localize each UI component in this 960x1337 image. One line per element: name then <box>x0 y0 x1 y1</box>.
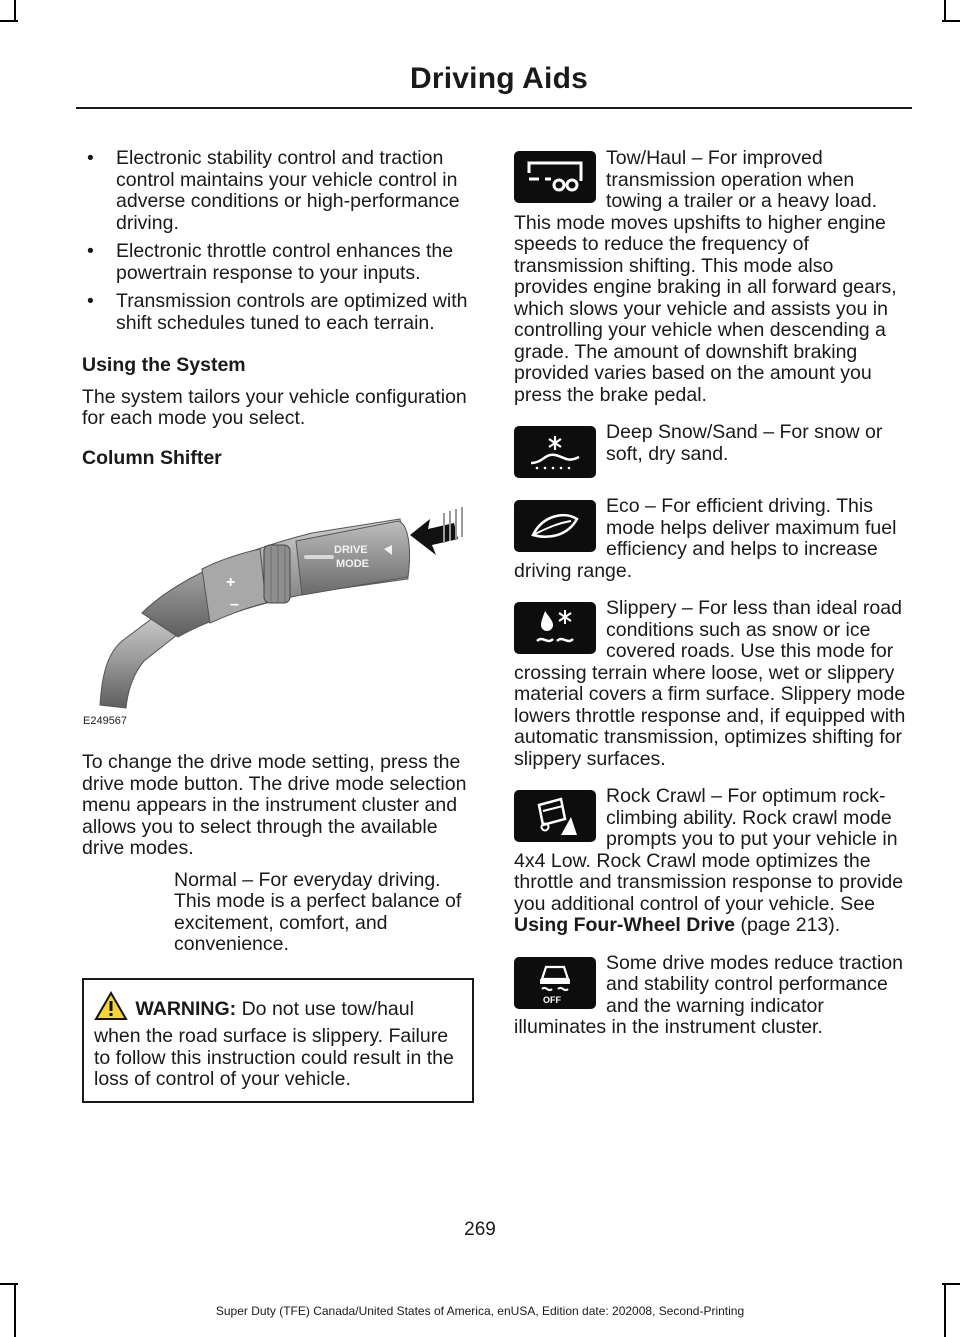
warning-box <box>82 978 474 1103</box>
warning-text: Do not use tow/haul when the road surface is slippery. Failure to follow this instruction could result in the loss of control of your vehicle. <box>94 997 454 1090</box>
crop-mark <box>944 0 946 22</box>
bullet-dot: • <box>87 290 94 312</box>
plus-label: + <box>226 574 236 591</box>
change-mode-text: To change the drive mode setting, press the drive mode button. The drive mode selection menu appears in the instrument cluster and allows you to select through the available drive modes. <box>82 751 467 859</box>
rock-crawl-page-ref: (page 213). <box>735 914 841 936</box>
off-label: OFF <box>543 994 561 1005</box>
tow-haul-text: Tow/Haul – For improved transmission operation when towing a trailer or a heavy load. This mode moves upshifts to higher engine speeds to reduce the frequency of transmission shifting. This mode also provides engine braking in all forward gears, which slows your vehicle and assists you in controlling your vehicle when descending a grade. The amount of downshift braking provided varies based on the amount you press the brake pedal. <box>514 148 897 406</box>
list-item-text: Transmission controls are optimized with shift schedules tuned to each terrain. <box>116 290 468 334</box>
deep-snow-sand-icon <box>514 426 596 478</box>
traction-off-text: Some drive modes reduce traction and stability control performance and the warning indicator illuminates in the instrument cluster. <box>514 952 903 1038</box>
page-number: 269 <box>464 1219 496 1240</box>
list-item-text: Electronic throttle control enhances the powertrain response to your inputs. <box>116 240 454 284</box>
bullet-dot: • <box>87 240 94 262</box>
drive-mode-label-line2: MODE <box>336 558 369 570</box>
list-item <box>82 241 474 284</box>
list-item-text: Electronic stability control and traction control maintains your vehicle control in adverse conditions or high-performance driving. <box>116 147 460 234</box>
crop-mark <box>14 0 16 22</box>
four-wheel-drive-link[interactable]: Using Four-Wheel Drive <box>514 914 736 936</box>
page-title: Driving Aids <box>410 62 588 95</box>
mode-slippery <box>514 598 908 770</box>
header-rule <box>76 107 912 109</box>
footer: Super Duty (TFE) Canada/United States of America, enUSA, Edition date: 202008, Second-Printing <box>215 1304 745 1318</box>
normal-mode-text: Normal – For everyday driving. This mode is a perfect balance of excitement, comfort, and convenience. <box>174 869 462 955</box>
left-column <box>82 148 474 1103</box>
column-shifter-figure <box>82 483 474 738</box>
crop-mark <box>942 20 960 22</box>
warning-label: WARNING: <box>135 997 237 1020</box>
mode-tow-haul <box>514 148 908 406</box>
section-heading-using-system: Using the System <box>82 354 246 376</box>
warning-triangle-icon <box>94 991 128 1027</box>
bullet-dot: • <box>87 147 94 169</box>
crop-mark <box>942 1283 960 1285</box>
drive-mode-label-line1: DRIVE <box>334 544 368 556</box>
rock-crawl-icon <box>514 790 596 842</box>
crop-mark <box>0 20 18 22</box>
right-column <box>514 148 908 1051</box>
using-system-text: The system tailors your vehicle configuration for each mode you select. <box>82 385 467 429</box>
minus-label: – <box>230 596 239 613</box>
tow-haul-icon <box>514 151 596 203</box>
column-shifter-illustration <box>82 483 474 723</box>
traction-off-note <box>514 953 908 1039</box>
crop-mark <box>0 1283 18 1285</box>
slippery-icon <box>514 602 596 654</box>
mode-rock-crawl <box>514 786 908 937</box>
mode-deep-snow-sand <box>514 422 908 480</box>
list-item <box>82 291 474 334</box>
section-heading-column-shifter: Column Shifter <box>82 446 222 469</box>
rock-crawl-text: Rock Crawl – For optimum rock-climbing ability. Rock crawl mode prompts you to put your vehicle in 4x4 Low. Rock Crawl mode optimizes the throttle and transmission response to provide you additional control of your vehicle. See <box>514 786 904 915</box>
mode-normal <box>174 870 474 956</box>
slippery-text: Slippery – For less than ideal road conditions such as snow or ice covered roads. Use this mode for crossing terrain where loose, wet or slippery material covers a firm surface. Slippery mode lowers throttle response and, if equipped with automatic transmission, optimizes shifting for slippery surfaces. <box>514 598 906 770</box>
list-item <box>82 148 474 234</box>
eco-leaf-icon <box>514 500 596 552</box>
traction-control-off-icon <box>514 957 596 1009</box>
deep-snow-sand-text: Deep Snow/Sand – For snow or soft, dry sand. <box>606 422 883 465</box>
mode-eco <box>514 496 908 582</box>
figure-code: E249567 <box>83 714 128 727</box>
feature-list <box>82 148 474 334</box>
eco-text: Eco – For efficient driving. This mode helps deliver maximum fuel efficiency and helps to increase driving range. <box>514 496 897 582</box>
